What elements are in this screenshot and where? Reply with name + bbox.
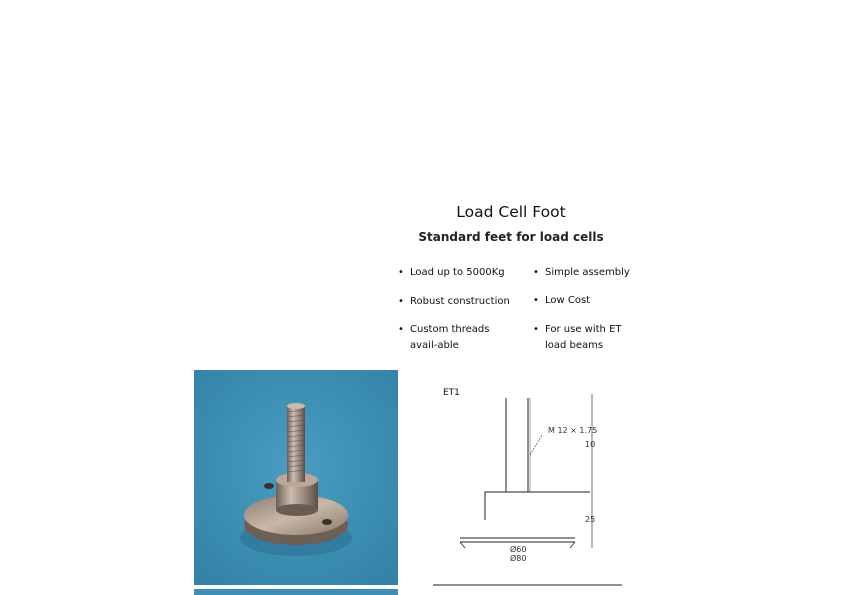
foot-photo-illustration [194, 370, 398, 585]
product-photo [194, 370, 398, 585]
dim-diameter-2: Ø80 [510, 554, 527, 563]
feature-item: • For use with ET load beams [533, 322, 637, 354]
dim-height-upper: 10 [585, 440, 596, 449]
feature-item: • Load up to 5000Kg [398, 265, 528, 281]
photo-strip [194, 589, 398, 595]
thread-label: M 12 × 1.75 [548, 426, 598, 435]
product-title: Load Cell Foot [456, 203, 566, 221]
feature-item: • Simple assembly [533, 265, 645, 281]
dim-height-lower: 25 [585, 515, 596, 524]
model-label: ET1 [443, 388, 460, 398]
feature-item: • Low Cost [533, 293, 645, 309]
base-outline [485, 492, 590, 520]
technical-drawing-svg [430, 380, 650, 595]
feature-item: • Robust construction [398, 294, 528, 310]
technical-drawing [430, 380, 650, 595]
feature-item: • Custom threads avail-able [398, 322, 514, 354]
mounting-hole [264, 483, 274, 489]
product-subtitle: Standard feet for load cells [418, 230, 604, 244]
mounting-hole [322, 519, 332, 525]
dim-diameter-1: Ø60 [510, 545, 527, 554]
